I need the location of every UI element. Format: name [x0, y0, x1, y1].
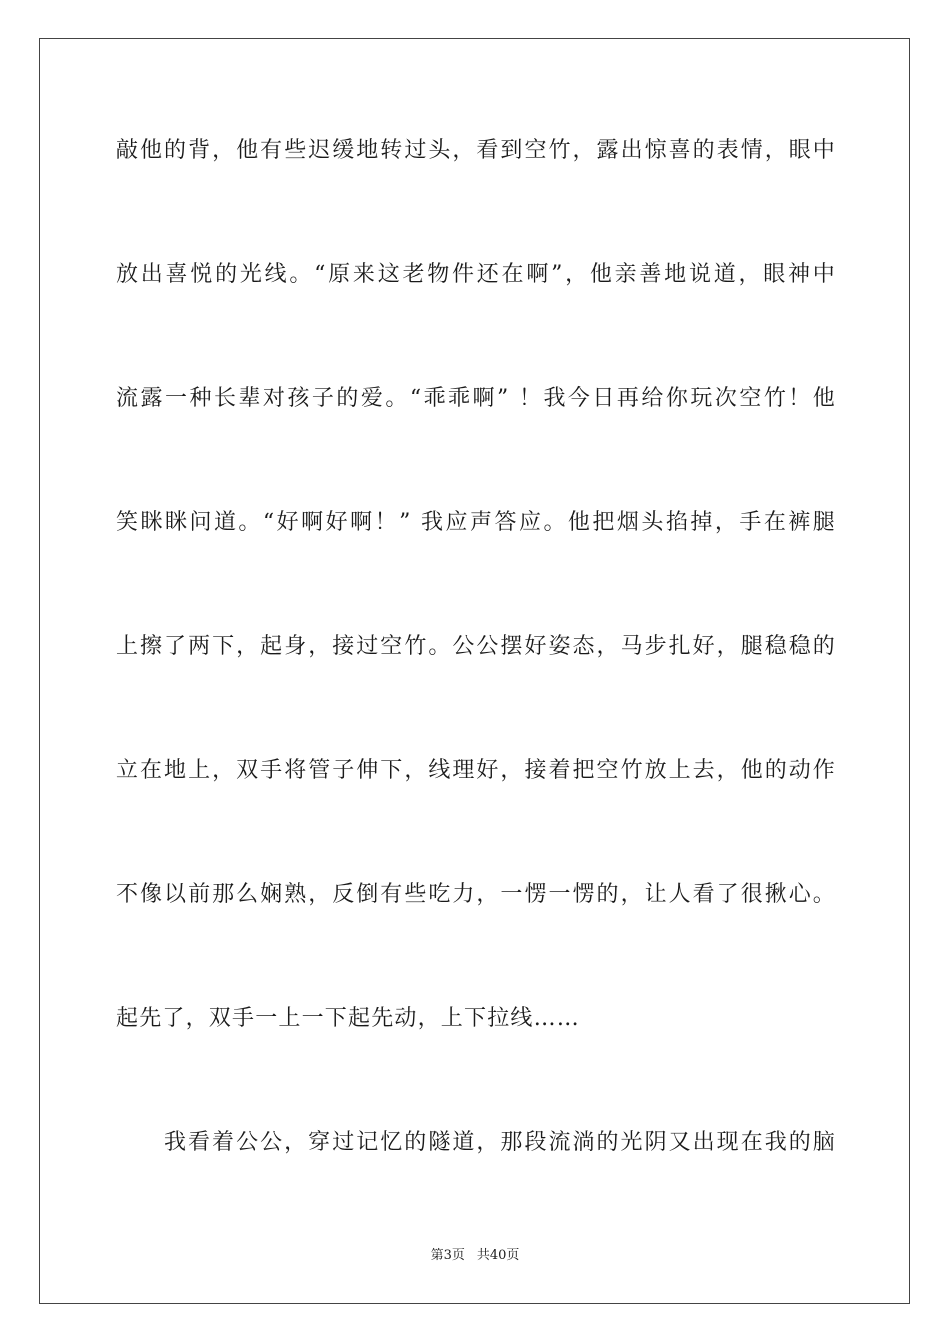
- body-text-line: 笑眯眯问道。“好啊好啊！” 我应声答应。他把烟头掐掉，手在裤腿: [116, 510, 836, 535]
- body-text-line: 放出喜悦的光线。“原来这老物件还在啊”，他亲善地说道，眼神中: [116, 262, 836, 287]
- body-text-line: 起先了，双手一上一下起先动，上下拉线……: [116, 1006, 581, 1031]
- page-number: 第3页: [430, 1248, 465, 1263]
- page-border: [39, 38, 910, 1304]
- body-text-line: 立在地上，双手将管子伸下，线理好，接着把空竹放上去，他的动作: [116, 758, 836, 783]
- body-text-line: 敲他的背，他有些迟缓地转过头，看到空竹，露出惊喜的表情，眼中: [116, 138, 836, 163]
- total-pages: 共40页: [476, 1248, 520, 1263]
- paragraph-first-line: 我看着公公，穿过记忆的隧道，那段流淌的光阴又出现在我的脑: [164, 1130, 836, 1155]
- body-text-line: 不像以前那么娴熟，反倒有些吃力，一愣一愣的，让人看了很揪心。: [116, 882, 836, 907]
- body-text-line: 流露一种长辈对孩子的爱。“乖乖啊” ！我今日再给你玩次空竹！他: [116, 386, 836, 411]
- page-footer: [0, 1247, 950, 1265]
- body-text-line: 上擦了两下，起身，接过空竹。公公摆好姿态，马步扎好，腿稳稳的: [116, 634, 836, 659]
